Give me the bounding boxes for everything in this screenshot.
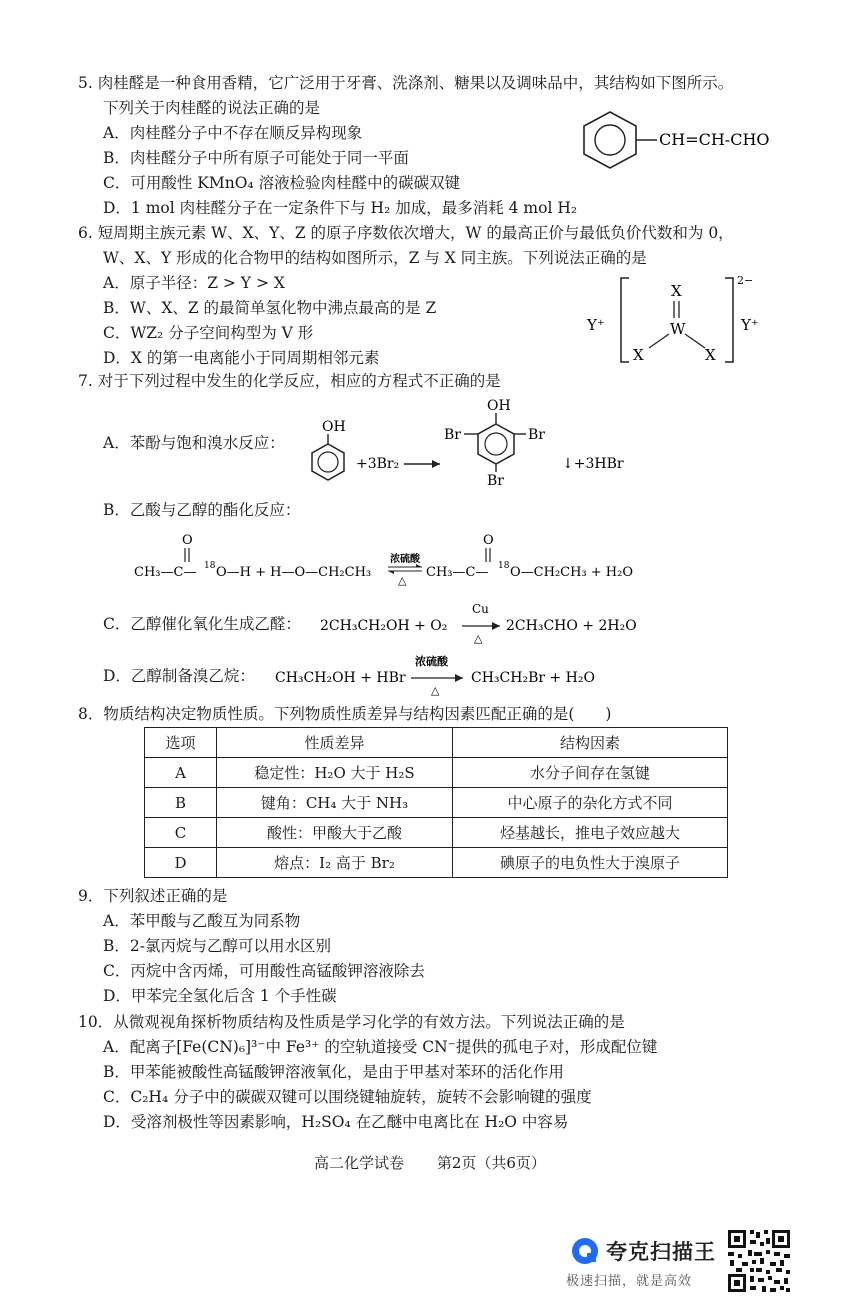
q5-option-b: B．肉桂醛分子中所有原子可能处于同一平面: [103, 149, 409, 167]
q7-option-a-label: A．苯酚与饱和溴水反应：: [103, 434, 285, 452]
bromoethane-heat: △: [431, 684, 440, 696]
q5-stem-line1: 5. 肉桂醛是一种食用香精，它广泛用于牙膏、洗涤剂、糖果以及调味品中，其结构如下图所示。: [78, 74, 734, 92]
table-cell: 酸性：甲酸大于乙酸: [217, 818, 453, 848]
table-cell: C: [145, 818, 217, 848]
table-cell: 键角：CH₄ 大于 NH₃: [217, 788, 453, 818]
q9-option-d: D．甲苯完全氢化后含 1 个手性碳: [103, 987, 337, 1005]
q8-stem: 8．物质结构决定物质性质。下列物质性质差异与结构因素匹配正确的是( ): [78, 705, 612, 723]
atom-x-top: X: [671, 282, 682, 300]
scanner-brand-title: 夸克扫描王: [606, 1240, 716, 1264]
table-cell: 稳定性：H₂O 大于 H₂S: [217, 758, 453, 788]
table-row: [145, 758, 728, 788]
question-9: [78, 884, 798, 1009]
table-row: [145, 848, 728, 878]
table-row: [145, 788, 728, 818]
oxidation-heat: △: [474, 632, 483, 644]
table-header: 性质差异: [217, 728, 453, 758]
cinnamaldehyde-label: CH=CH-CHO: [659, 130, 770, 149]
q9-option-b: B．2-氯丙烷与乙醇可以用水区别: [103, 937, 331, 955]
table-header: 结构因素: [453, 728, 728, 758]
bromoethane-catalyst: 浓硫酸: [415, 655, 448, 668]
q5-option-c: C．可用酸性 KMnO₄ 溶液检验肉桂醛中的碳碳双键: [103, 174, 461, 192]
table-cell: D: [145, 848, 217, 878]
esterification-heat: △: [398, 574, 407, 586]
scanner-logo-icon: [570, 1236, 600, 1266]
q10-stem: 10．从微观视角探析物质结构及性质是学习化学的有效方法。下列说法正确的是: [78, 1013, 625, 1031]
atom-x-left: X: [633, 346, 644, 364]
q9-option-c: C．丙烷中含丙烯，可用酸性高锰酸钾溶液除去: [103, 962, 425, 980]
table-cell: A: [145, 758, 217, 788]
ester-acyl-part: CH₃—C—: [426, 565, 489, 580]
q6-stem-line2: W、X、Y 形成的化合物甲的结构如图所示，Z 与 X 同主族。下列说法正确的是: [103, 249, 647, 267]
carbonyl-o-right: O: [483, 533, 494, 548]
table-header: 选项: [145, 728, 217, 758]
bromoethane-products: CH₃CH₂Br + H₂O: [471, 670, 595, 686]
scanner-brand-subtitle: 极速扫描，就是高效: [566, 1274, 693, 1289]
footer-page-number: 第2页（共6页）: [436, 1154, 546, 1172]
acetic-acid-part: CH₃—C—: [134, 565, 197, 580]
q7-stem: 7. 对于下列过程中发生的化学反应，相应的方程式不正确的是: [78, 372, 501, 390]
q8-table: [144, 727, 728, 878]
phenol-oh: OH: [322, 419, 346, 435]
question-7: [78, 369, 798, 394]
esterification-catalyst: 浓硫酸: [390, 554, 420, 565]
table-row: [145, 818, 728, 848]
table-cell: B: [145, 788, 217, 818]
br-left: Br: [444, 427, 461, 443]
table-cell: 熔点：I₂ 高于 Br₂: [217, 848, 453, 878]
precipitate-hbr: ↓+3HBr: [562, 456, 624, 472]
bromoethane-reactants: CH₃CH₂OH + HBr: [275, 670, 406, 686]
table-cell: 碘原子的电负性大于溴原子: [453, 848, 728, 878]
anion-charge: 2−: [737, 274, 754, 287]
q5-stem-line2: 下列关于肉桂醛的说法正确的是: [103, 99, 321, 117]
q7-option-b: [78, 498, 798, 523]
q5-option-a: A．肉桂醛分子中不存在顺反异构现象: [103, 124, 363, 142]
ethanol-oxidation-equation: [320, 600, 650, 644]
table-cell: 中心原子的杂化方式不同: [453, 788, 728, 818]
q10-option-b: B．甲苯能被酸性高锰酸钾溶液氧化，是由于甲基对苯环的活化作用: [103, 1063, 564, 1081]
q6-option-c: C．WZ₂ 分子空间构型为 V 形: [103, 324, 314, 342]
scanner-watermark: [566, 1230, 726, 1300]
q7-option-d-label: D．乙醇制备溴乙烷：: [103, 667, 255, 685]
q6-option-d: D．X 的第一电离能小于同周期相邻元素: [103, 349, 380, 367]
q6-option-b: B．W、X、Z 的最简单氢化物中沸点最高的是 Z: [103, 299, 437, 317]
bromine-reagent: +3Br₂: [356, 456, 400, 472]
q6-stem-line1: 6. 短周期主族元素 W、X、Y、Z 的原子序数依次增大，W 的最高正价与最低负价代数和为 0，: [78, 224, 734, 242]
br-right: Br: [528, 427, 545, 443]
q5-option-d: D．1 mol 肉桂醛分子在一定条件下与 H₂ 加成，最多消耗 4 mol H₂: [103, 199, 578, 217]
esterification-equation: [130, 530, 650, 586]
tribromophenol-oh: OH: [487, 398, 511, 414]
o18-right: 18: [498, 561, 510, 571]
cation-right: Y⁺: [741, 316, 759, 334]
qr-code-icon: [726, 1228, 792, 1294]
o18-left: 18: [204, 561, 216, 571]
ester-alkoxy-part: O—CH₂CH₃ + H₂O: [510, 565, 634, 580]
q7-option-c-label: C．乙醇催化氧化生成乙醛：: [103, 615, 301, 633]
oxidation-catalyst: Cu: [472, 602, 489, 616]
q7-option-b-label: B．乙酸与乙醇的酯化反应：: [103, 501, 301, 519]
oxidation-products: 2CH₃CHO + 2H₂O: [506, 618, 637, 634]
question-10: [78, 1010, 798, 1135]
carbonyl-o-left: O: [182, 533, 193, 548]
page-footer: [0, 1152, 860, 1173]
q10-option-a: A．配离子[Fe(CN)₆]³⁻中 Fe³⁺ 的空轨道接受 CN⁻提供的孤电子对，形成配位键: [103, 1038, 658, 1056]
question-8: [78, 702, 798, 727]
q9-option-a: A．苯甲酸与乙酸互为同系物: [103, 912, 301, 930]
q6-option-a: A．原子半径：Z > Y > X: [103, 274, 285, 292]
bromoethane-equation: [275, 652, 615, 696]
q10-option-d: D．受溶剂极性等因素影响，H₂SO₄ 在乙醚中电离比在 H₂O 中容易: [103, 1113, 569, 1131]
table-cell: 水分子间存在氢键: [453, 758, 728, 788]
oxidation-reactants: 2CH₃CH₂OH + O₂: [320, 618, 448, 634]
table-cell: 烃基越长，推电子效应越大: [453, 818, 728, 848]
q10-option-c: C．C₂H₄ 分子中的碳碳双键可以围绕键轴旋转，旋转不会影响键的强度: [103, 1088, 592, 1106]
table-header-row: [145, 728, 728, 758]
atom-x-right: X: [705, 346, 716, 364]
compound-structure: [585, 268, 805, 368]
cinnamaldehyde-structure: [575, 104, 805, 176]
footer-exam-title: 高二化学试卷: [314, 1154, 405, 1172]
phenol-bromination-equation: [300, 394, 630, 488]
br-bottom: Br: [487, 473, 504, 488]
cation-left: Y⁺: [587, 316, 605, 334]
q9-stem: 9．下列叙述正确的是: [78, 887, 228, 905]
atom-w-center: W: [670, 320, 686, 338]
ethanol-part: O—H + H—O—CH₂CH₃: [216, 565, 372, 580]
